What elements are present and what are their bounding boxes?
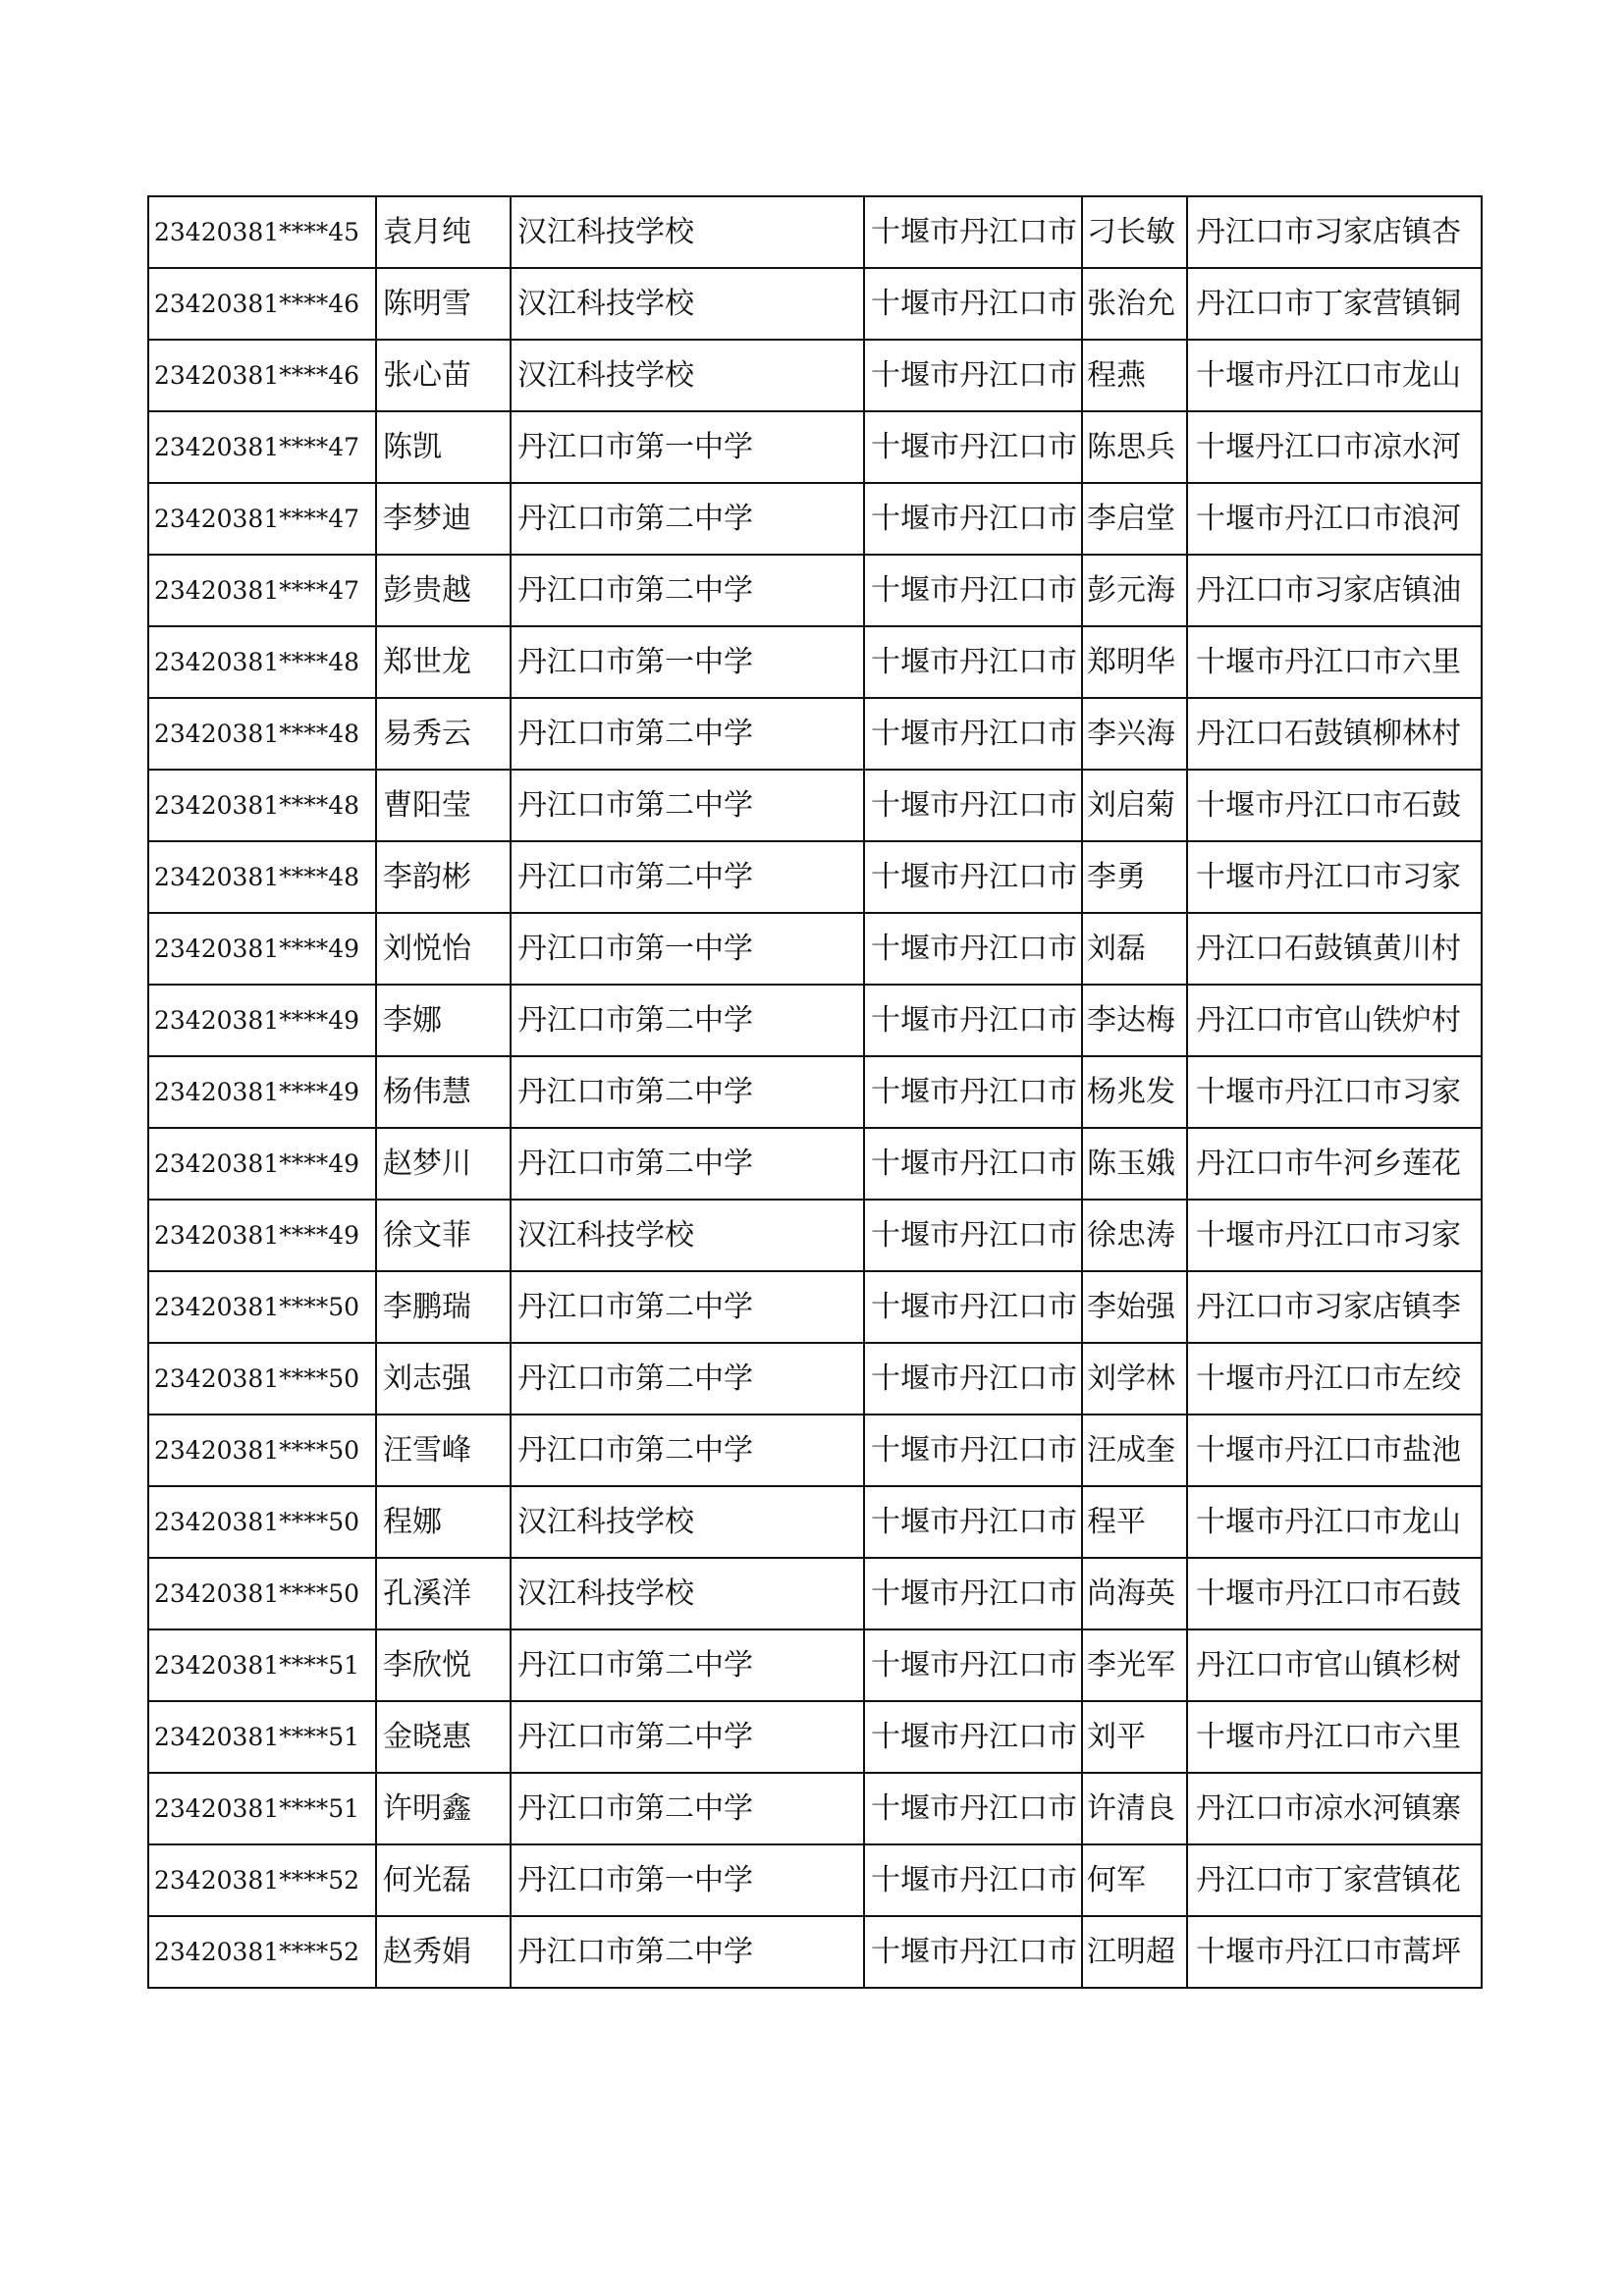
school-cell: 丹江口市第二中学	[511, 1415, 864, 1486]
region-cell: 十堰市丹江口市	[864, 1558, 1082, 1629]
table-row	[148, 770, 1482, 841]
table-row	[148, 1271, 1482, 1343]
address-cell: 十堰市丹江口市蒿坪	[1187, 1916, 1482, 1988]
school-cell: 丹江口市第二中学	[511, 1056, 864, 1128]
school-cell: 丹江口市第二中学	[511, 483, 864, 555]
region-cell: 十堰市丹江口市	[864, 1844, 1082, 1916]
school-cell: 丹江口市第一中学	[511, 913, 864, 985]
address-cell: 十堰市丹江口市浪河	[1187, 483, 1482, 555]
guardian-name-cell: 杨兆发	[1082, 1056, 1187, 1128]
student-name-cell: 汪雪峰	[376, 1415, 511, 1486]
school-cell: 丹江口市第二中学	[511, 770, 864, 841]
school-cell: 丹江口市第二中学	[511, 1773, 864, 1844]
address-cell: 十堰市丹江口市石鼓	[1187, 770, 1482, 841]
school-cell: 丹江口市第二中学	[511, 698, 864, 770]
address-cell: 丹江口市官山铁炉村	[1187, 985, 1482, 1056]
region-cell: 十堰市丹江口市	[864, 340, 1082, 411]
id-cell: 23420381****47	[148, 555, 376, 626]
address-cell: 十堰市丹江口市习家	[1187, 1200, 1482, 1271]
table-row	[148, 1343, 1482, 1415]
region-cell: 十堰市丹江口市	[864, 626, 1082, 698]
table-row	[148, 555, 1482, 626]
id-cell: 23420381****51	[148, 1629, 376, 1701]
guardian-name-cell: 李光军	[1082, 1629, 1187, 1701]
id-cell: 23420381****49	[148, 1128, 376, 1200]
school-cell: 汉江科技学校	[511, 340, 864, 411]
table-row	[148, 268, 1482, 340]
id-cell: 23420381****50	[148, 1271, 376, 1343]
region-cell: 十堰市丹江口市	[864, 1343, 1082, 1415]
table-row	[148, 913, 1482, 985]
id-cell: 23420381****49	[148, 1200, 376, 1271]
student-name-cell: 刘悦怡	[376, 913, 511, 985]
id-cell: 23420381****52	[148, 1916, 376, 1988]
table-row	[148, 483, 1482, 555]
address-cell: 十堰市丹江口市石鼓	[1187, 1558, 1482, 1629]
address-cell: 丹江口市习家店镇杏	[1187, 196, 1482, 268]
student-name-cell: 许明鑫	[376, 1773, 511, 1844]
student-name-cell: 赵梦川	[376, 1128, 511, 1200]
address-cell: 十堰市丹江口市六里	[1187, 626, 1482, 698]
guardian-name-cell: 陈思兵	[1082, 411, 1187, 483]
school-cell: 丹江口市第二中学	[511, 1271, 864, 1343]
guardian-name-cell: 刘启菊	[1082, 770, 1187, 841]
address-cell: 丹江口市习家店镇李	[1187, 1271, 1482, 1343]
id-cell: 23420381****45	[148, 196, 376, 268]
region-cell: 十堰市丹江口市	[864, 913, 1082, 985]
student-name-cell: 袁月纯	[376, 196, 511, 268]
guardian-name-cell: 李达梅	[1082, 985, 1187, 1056]
student-name-cell: 刘志强	[376, 1343, 511, 1415]
guardian-name-cell: 程平	[1082, 1486, 1187, 1558]
table-row	[148, 411, 1482, 483]
table-row	[148, 340, 1482, 411]
table-row	[148, 1916, 1482, 1988]
id-cell: 23420381****51	[148, 1701, 376, 1773]
guardian-name-cell: 尚海英	[1082, 1558, 1187, 1629]
guardian-name-cell: 李始强	[1082, 1271, 1187, 1343]
student-name-cell: 孔溪洋	[376, 1558, 511, 1629]
address-cell: 丹江口市牛河乡莲花	[1187, 1128, 1482, 1200]
student-name-cell: 曹阳莹	[376, 770, 511, 841]
school-cell: 丹江口市第二中学	[511, 1701, 864, 1773]
region-cell: 十堰市丹江口市	[864, 1701, 1082, 1773]
student-name-cell: 程娜	[376, 1486, 511, 1558]
guardian-name-cell: 郑明华	[1082, 626, 1187, 698]
guardian-name-cell: 彭元海	[1082, 555, 1187, 626]
id-cell: 23420381****50	[148, 1415, 376, 1486]
region-cell: 十堰市丹江口市	[864, 1128, 1082, 1200]
region-cell: 十堰市丹江口市	[864, 841, 1082, 913]
region-cell: 十堰市丹江口市	[864, 483, 1082, 555]
table-row	[148, 1415, 1482, 1486]
table-row	[148, 841, 1482, 913]
guardian-name-cell: 刘平	[1082, 1701, 1187, 1773]
school-cell: 丹江口市第二中学	[511, 985, 864, 1056]
school-cell: 汉江科技学校	[511, 1486, 864, 1558]
student-name-cell: 李梦迪	[376, 483, 511, 555]
region-cell: 十堰市丹江口市	[864, 698, 1082, 770]
address-cell: 丹江口市丁家营镇铜	[1187, 268, 1482, 340]
school-cell: 丹江口市第二中学	[511, 1343, 864, 1415]
table-row	[148, 196, 1482, 268]
address-cell: 丹江口市官山镇杉树	[1187, 1629, 1482, 1701]
guardian-name-cell: 刘学林	[1082, 1343, 1187, 1415]
guardian-name-cell: 陈玉娥	[1082, 1128, 1187, 1200]
table-row	[148, 1486, 1482, 1558]
id-cell: 23420381****51	[148, 1773, 376, 1844]
id-cell: 23420381****47	[148, 411, 376, 483]
student-name-cell: 张心苗	[376, 340, 511, 411]
region-cell: 十堰市丹江口市	[864, 985, 1082, 1056]
region-cell: 十堰市丹江口市	[864, 411, 1082, 483]
school-cell: 丹江口市第二中学	[511, 1916, 864, 1988]
id-cell: 23420381****50	[148, 1558, 376, 1629]
table-row	[148, 698, 1482, 770]
guardian-name-cell: 许清良	[1082, 1773, 1187, 1844]
guardian-name-cell: 何军	[1082, 1844, 1187, 1916]
student-name-cell: 李韵彬	[376, 841, 511, 913]
student-name-cell: 彭贵越	[376, 555, 511, 626]
table-row	[148, 1701, 1482, 1773]
id-cell: 23420381****48	[148, 698, 376, 770]
region-cell: 十堰市丹江口市	[864, 1629, 1082, 1701]
region-cell: 十堰市丹江口市	[864, 555, 1082, 626]
id-cell: 23420381****50	[148, 1486, 376, 1558]
guardian-name-cell: 刘磊	[1082, 913, 1187, 985]
school-cell: 汉江科技学校	[511, 196, 864, 268]
guardian-name-cell: 汪成奎	[1082, 1415, 1187, 1486]
id-cell: 23420381****49	[148, 913, 376, 985]
id-cell: 23420381****47	[148, 483, 376, 555]
school-cell: 丹江口市第二中学	[511, 841, 864, 913]
guardian-name-cell: 李勇	[1082, 841, 1187, 913]
student-name-cell: 何光磊	[376, 1844, 511, 1916]
school-cell: 丹江口市第一中学	[511, 626, 864, 698]
address-cell: 十堰丹江口市凉水河	[1187, 411, 1482, 483]
id-cell: 23420381****48	[148, 770, 376, 841]
id-cell: 23420381****52	[148, 1844, 376, 1916]
address-cell: 十堰市丹江口市左绞	[1187, 1343, 1482, 1415]
region-cell: 十堰市丹江口市	[864, 1056, 1082, 1128]
id-cell: 23420381****46	[148, 340, 376, 411]
guardian-name-cell: 程燕	[1082, 340, 1187, 411]
guardian-name-cell: 张治允	[1082, 268, 1187, 340]
school-cell: 汉江科技学校	[511, 268, 864, 340]
region-cell: 十堰市丹江口市	[864, 268, 1082, 340]
address-cell: 十堰市丹江口市习家	[1187, 1056, 1482, 1128]
school-cell: 丹江口市第二中学	[511, 555, 864, 626]
student-name-cell: 陈明雪	[376, 268, 511, 340]
address-cell: 十堰市丹江口市六里	[1187, 1701, 1482, 1773]
region-cell: 十堰市丹江口市	[864, 1415, 1082, 1486]
address-cell: 十堰市丹江口市龙山	[1187, 1486, 1482, 1558]
school-cell: 汉江科技学校	[511, 1558, 864, 1629]
address-cell: 十堰市丹江口市习家	[1187, 841, 1482, 913]
region-cell: 十堰市丹江口市	[864, 1486, 1082, 1558]
id-cell: 23420381****50	[148, 1343, 376, 1415]
region-cell: 十堰市丹江口市	[864, 1916, 1082, 1988]
student-name-cell: 李欣悦	[376, 1629, 511, 1701]
student-name-cell: 李娜	[376, 985, 511, 1056]
address-cell: 丹江口市丁家营镇花	[1187, 1844, 1482, 1916]
address-cell: 丹江口石鼓镇黄川村	[1187, 913, 1482, 985]
student-name-cell: 赵秀娟	[376, 1916, 511, 1988]
student-name-cell: 易秀云	[376, 698, 511, 770]
guardian-name-cell: 刁长敏	[1082, 196, 1187, 268]
school-cell: 丹江口市第二中学	[511, 1629, 864, 1701]
guardian-name-cell: 李启堂	[1082, 483, 1187, 555]
region-cell: 十堰市丹江口市	[864, 196, 1082, 268]
id-cell: 23420381****46	[148, 268, 376, 340]
school-cell: 丹江口市第二中学	[511, 1128, 864, 1200]
address-cell: 十堰市丹江口市盐池	[1187, 1415, 1482, 1486]
table-row	[148, 1200, 1482, 1271]
address-cell: 十堰市丹江口市龙山	[1187, 340, 1482, 411]
student-table-body	[148, 196, 1482, 1988]
id-cell: 23420381****49	[148, 985, 376, 1056]
region-cell: 十堰市丹江口市	[864, 770, 1082, 841]
school-cell: 丹江口市第一中学	[511, 411, 864, 483]
student-name-cell: 金晓惠	[376, 1701, 511, 1773]
student-name-cell: 李鹏瑞	[376, 1271, 511, 1343]
table-row	[148, 1056, 1482, 1128]
region-cell: 十堰市丹江口市	[864, 1773, 1082, 1844]
table-row	[148, 626, 1482, 698]
table-row	[148, 1128, 1482, 1200]
table-row	[148, 1773, 1482, 1844]
id-cell: 23420381****48	[148, 841, 376, 913]
region-cell: 十堰市丹江口市	[864, 1200, 1082, 1271]
region-cell: 十堰市丹江口市	[864, 1271, 1082, 1343]
address-cell: 丹江口市习家店镇油	[1187, 555, 1482, 626]
table-row	[148, 1558, 1482, 1629]
guardian-name-cell: 李兴海	[1082, 698, 1187, 770]
student-name-cell: 郑世龙	[376, 626, 511, 698]
table-row	[148, 1629, 1482, 1701]
student-name-cell: 杨伟慧	[376, 1056, 511, 1128]
guardian-name-cell: 徐忠涛	[1082, 1200, 1187, 1271]
guardian-name-cell: 江明超	[1082, 1916, 1187, 1988]
table-row	[148, 1844, 1482, 1916]
student-name-cell: 陈凯	[376, 411, 511, 483]
address-cell: 丹江口市凉水河镇寨	[1187, 1773, 1482, 1844]
id-cell: 23420381****48	[148, 626, 376, 698]
school-cell: 丹江口市第一中学	[511, 1844, 864, 1916]
table-row	[148, 985, 1482, 1056]
id-cell: 23420381****49	[148, 1056, 376, 1128]
student-table	[147, 195, 1483, 1989]
student-name-cell: 徐文菲	[376, 1200, 511, 1271]
address-cell: 丹江口石鼓镇柳林村	[1187, 698, 1482, 770]
school-cell: 汉江科技学校	[511, 1200, 864, 1271]
